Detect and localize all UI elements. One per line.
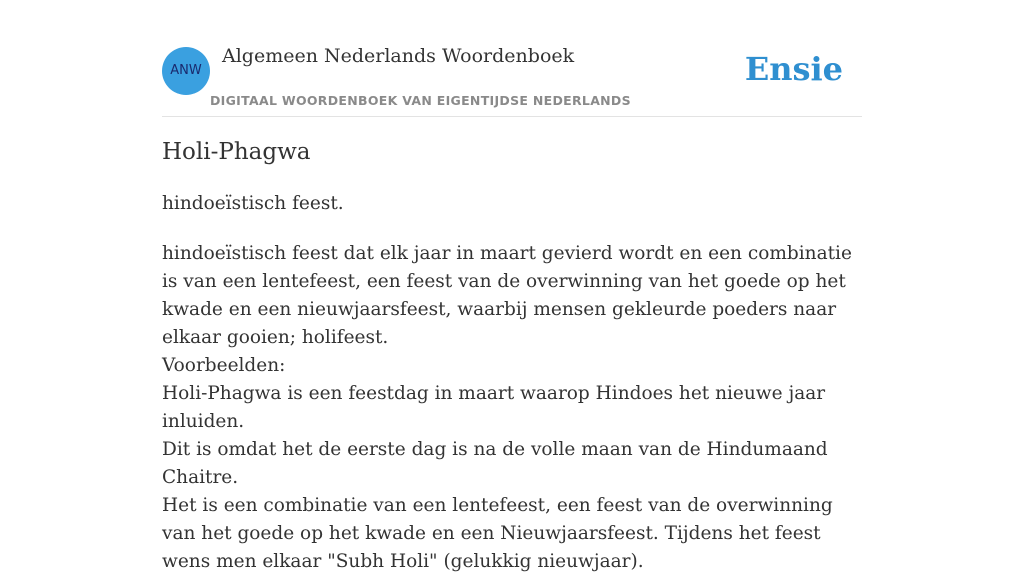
ensie-brand-link[interactable]: Ensie <box>744 50 843 88</box>
example-sentence: Dit is omdat het de eerste dag is na de volle maan van de Hindumaand Chaitre. <box>162 439 828 488</box>
site-title[interactable]: Algemeen Nederlands Woordenboek <box>222 45 575 67</box>
example-sentence: Holi-Phagwa is een feestdag in maart waarop Hindoes het nieuwe jaar inluiden. <box>162 383 826 432</box>
site-header <box>162 0 862 117</box>
entry-headword: Holi-Phagwa <box>162 139 311 165</box>
short-definition: hindoeïstisch feest. <box>162 193 344 214</box>
content-container <box>162 0 862 572</box>
anw-logo[interactable]: ANW <box>162 47 210 95</box>
site-subtitle: DIGITAAL WOORDENBOEK VAN EIGENTIJDSE NEDERLANDS <box>210 93 631 108</box>
examples-list <box>162 380 867 576</box>
example-sentence: Het is een combinatie van een lentefeest, een feest van de overwinning van het goede op het kwade en een Nieuwjaarsfeest. Tijdens het feest wens men elkaar "Subh Holi" (gelukkig nieuwjaar). <box>162 495 833 572</box>
long-definition: hindoeïstisch feest dat elk jaar in maart gevierd wordt en een combinatie is van een lentefeest, een feest van de overwinning van het goede op het kwade en een nieuwjaarsfeest, waarbij mensen gekleurde poeders naar elkaar gooien; holifeest. <box>162 243 852 348</box>
examples-label: Voorbeelden: <box>162 355 286 376</box>
